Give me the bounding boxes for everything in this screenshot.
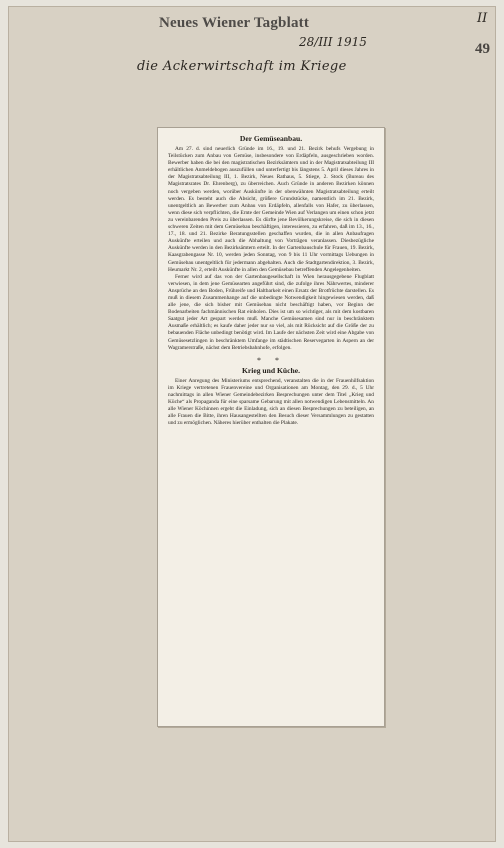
newspaper-masthead: Neues Wiener Tagblatt xyxy=(159,15,310,31)
article-body-gemueseanbau: Am 27. d. sind neuerlich Gründe im 16., 19. und 21. Bezirk behufs Vergebung in Teilstücken zum Anbau von Gemüse, insbesondere von Erdäpfeln, ausgeschrieben worden. Bewerber haben die bei den magistratischen Bezirksämtern und in der Magistratsabteilung III erhältlichen Anmeldebogen auszufüllen und unterfertigt bis längstens 5. April dieses Jahres in der Magistratsabteilung III, 1. Bezirk, Neues Rathaus, 5. Stiege, 2. Stock (Bureau des Magistratsrates Dr. Ehrenberg), zu überreichen. Auch Gründe in anderen Bezirken können noch vergeben werden, worüber Auskünfte in der obenwähnten Magistratsabteilung erteilt werden. Es besteht auch die Absicht, größere Grundstücke, namentlich im 21. Bezirk, unentgeltlich an Bewerber zum Anbau von Erdäpfeln, allenfalls von Hafer, zu überlassen, wenn diese sich verpflichten, die Ernte der Gemeinde Wien auf Verlangen um einen schon jetzt zu vereinbarenden Preis zu überlassen. Es dürfte jene Bevölkerungskreise, die sich in diesen schweren Zeiten mit dem Gemüsebau beschäftigen, interessieren, zu erfahren, daß im 13., 16., 17., 18. und 21. Bezirke Beratungsstellen geschaffen wurden, die in allen Anbaufragen Auskünfte erteilen und auch die Abhaltung von Vorträgen veranlassen. Diesbezügliche Auskünfte werden in den Bezirksämtern erteilt. In der Gartenbauschule für Frauen, 19. Bezirk, Kaasgrabengasse Nr. 10, werden jeden Sonntag, von 9 bis 11 Uhr vormittags Uebungen in Gemüsebau unentgeltlich für jedermann abgehalten. Auch die Stadtgartendirektion, 3. Bezirk, Heumarkt Nr. 2, erteilt Auskünfte in allen den Gemüsebau betreffenden Angelegenheiten. xyxy=(168,146,374,273)
article-body-krieg-kueche: Einer Anregung des Ministeriums entsprechend, veranstalten die in der Frauenhilfsaktion im Kriege vertretenen Frauenvereine und Organisationen am Montag, den 29. d., 5 Uhr nachmittags in allen Wiener Gemeindebezirken Besprechungen unter dem Titel „Krieg und Küche“ als Propaganda für eine sparsame Gebarung mit allen notwendigen Lebensmitteln. An alle Wiener Köchinnen ergeht die Einladung, sich an diesen Besprechungen zu beteiligen, an alle Frauen die Bitte, ihren Hausangestellten den Besuch dieser Versammlungen zu gestatten und zu ermöglichen. Näheres hierüber enthalten die Plakate. xyxy=(168,377,374,427)
handwritten-note: die Ackerwirtschaft im Kriege xyxy=(137,59,347,74)
article-title-krieg-kueche: Krieg und Küche. xyxy=(241,365,300,375)
article-body-gemueseanbau-2: Ferner wird auf das von der Gartenbaugesellschaft in Wien herausgegebene Flugblatt verwiesen, in dem jene Gemüsearten angeführt sind, die zufolge ihres Nährwertes, minderer Ansprüche an den Boden, Frühreife und Haltbarkeit einen Ersatz der Brotfrüchte darstellen. Es muß in diesem Zusammenhange auf die unbedingte Notwendigkeit hingewiesen werden, daß alle jene, die sich bisher mit Gemüsebau nicht beschäftigt haben, vor Beginn der Bodenarbeiten fachmännischen Rat einholen. Dies ist um so wichtiger, als mit dem kostbaren Saatgut jeder Art gespart werden muß. Manche Gemüsesamen sind nur in beschränktem Ausmaße erhältlich; es kaufe daher jeder nur so viel, als mit Rücksicht auf die Größe der zu bebauenden Fläche unbedingt benötigt wird. Im Laufe der nächsten Zeit wird eine Abgabe von Gemüsesetzlingen in beschränktem Umfange im städtischen Reservegarten in Aspern an der Wagramerstraße, nächst dem Betriebsbahnhofe, erfolgen. xyxy=(168,273,374,351)
article-column xyxy=(168,134,374,427)
page-number: 49 xyxy=(475,41,490,57)
article-title-gemueseanbau: Der Gemüseanbau. xyxy=(239,134,303,143)
sheet-mark: II xyxy=(477,11,488,26)
handwritten-date: 28/III 1915 xyxy=(299,35,367,49)
section-separator: * * xyxy=(257,355,285,365)
archive-sheet xyxy=(8,6,496,842)
newspaper-clipping xyxy=(157,127,385,727)
